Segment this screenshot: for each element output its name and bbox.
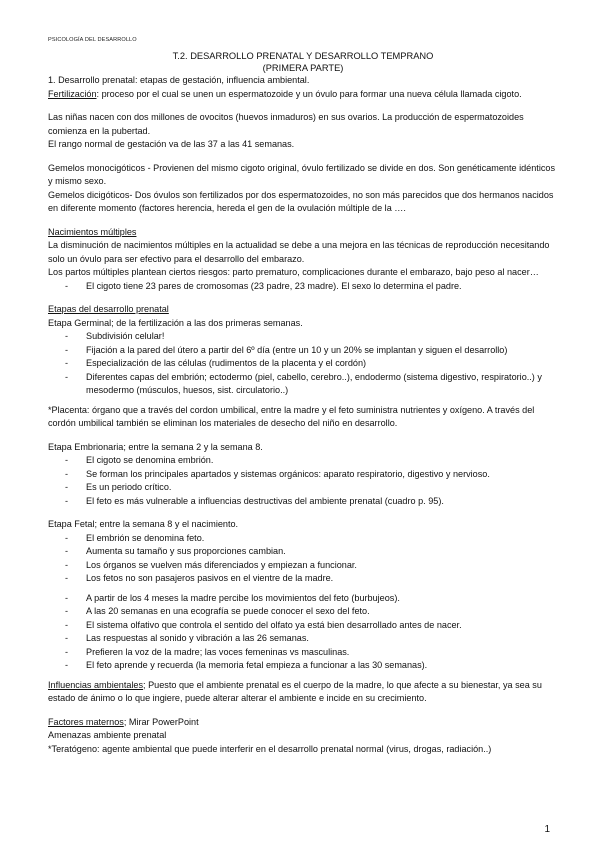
list-item: - El cigoto se denomina embrión. [48,454,558,468]
germinal-intro: Etapa Germinal; de la fertilización a las dos primeras semanas. [48,317,303,328]
fetal-intro: Etapa Fetal; entre la semana 8 y el nacimiento. [48,519,239,529]
maternal-term: Factores maternos [48,716,124,727]
title-line-2: (PRIMERA PARTE) [262,63,344,73]
fertilization-term: Fertilización [48,88,97,99]
list-item: - El feto aprende y recuerda (la memoria fetal empieza a funcionar a las 30 semanas). [48,659,558,673]
monozygotic-paragraph: Gemelos monocigóticos - Provienen del mismo cigoto original, óvulo fertilizado se divide en dos. Son genéticamente idénticos y mismo sexo. [48,162,555,186]
list-item: - Diferentes capas del embrión; ectodermo (piel, cabello, cerebro..), endodermo (sistema digestivo, respiratorio..) y mesodermo (músculos, huesos, sist. circulatorio..) [48,371,558,398]
gestation-range: El rango normal de gestación va de las 37 a las 41 semanas. [48,139,295,149]
fertilization-paragraph [48,88,558,102]
list-item: - El sistema olfativo que controla el sentido del olfato ya está bien desarrollado antes de nacer. [48,619,558,633]
list-item: - Subdivisión celular! [48,330,558,344]
list-item: - A las 20 semanas en una ecografía se puede conocer el sexo del feto. [48,605,558,619]
list-item: - Aumenta su tamaño y sus proporciones cambian. [48,545,558,559]
environmental-term: Influencias ambientales [48,679,144,690]
list-item: - Los órganos se vuelven más diferenciados y empiezan a funcionar. [48,559,558,573]
teratogen-note: *Teratógeno: agente ambiental que puede interferir en el desarrollo prenatal normal (virus, drogas, radiación..) [48,743,492,754]
dizygotic-paragraph: Gemelos dicigóticos- Dos óvulos son fertilizados por dos espermatozoides, no son más parecidos que dos hermanos nacidos en diferente momento (factores herencia, hereda el gen de la ovulación múltiple de la …. [48,189,554,213]
maternal-text: ; Mirar PowerPoint [123,716,199,727]
document-title [48,50,558,74]
list-item: - Fijación a la pared del útero a partir del 6º día (entre un 10 y un 20% se implantan y siguen el desarrollo) [48,344,558,358]
multiple-births-list [48,280,558,294]
ovocytes-paragraph: Las niñas nacen con dos millones de ovocitos (huevos inmaduros) en sus ovarios. La producción de espermatozoides comienza en la pubertad. [48,112,524,136]
placenta-note: *Placenta: órgano que a través del cordon umbilical, entre la madre y el feto suministra nutrientes y oxígeno. A través del cordón umbilical también se eliminan los materiales de desecho del niño en desarrollo. [48,404,535,428]
list-item: - Prefieren la voz de la madre; las voces femeninas vs masculinas. [48,646,558,660]
threats-line: Amenazas ambiente prenatal [48,730,167,740]
multiple-births-p2: Los partos múltiples plantean ciertos riesgos: parto prematuro, complicaciones durante el embarazo, bajo peso al nacer… [48,267,539,277]
document-body [48,50,558,756]
list-item: - Se forman los principales apartados y sistemas orgánicos: aparato respiratorio, digestivo y nervioso. [48,468,558,482]
list-item: - Los fetos no son pasajeros pasivos en el vientre de la madre. [48,572,558,586]
multiple-births-p1: La disminución de nacimientos múltiples en la actualidad se debe a una mejora en las técnicas de reproducción necesitando solo un óvulo para ser efectivo para el desarrollo del embarazo. [48,240,550,264]
germinal-list [48,330,558,398]
multiple-births-heading: Nacimientos múltiples [48,226,137,237]
stages-heading: Etapas del desarrollo prenatal [48,304,169,314]
list-item: - El embrión se denomina feto. [48,532,558,546]
fetal-list-a [48,532,558,586]
environmental-paragraph [48,679,558,706]
fetal-list-b [48,592,558,673]
running-header: PSICOLOGÍA DEL DESARROLLO [48,37,137,43]
section-heading: 1. Desarrollo prenatal: etapas de gestación, influencia ambiental. [48,75,310,85]
list-item: - Las respuestas al sonido y vibración a las 26 semanas. [48,632,558,646]
embryonic-intro: Etapa Embrionaria; entre la semana 2 y la semana 8. [48,441,263,452]
title-line-1: T.2. DESARROLLO PRENATAL Y DESARROLLO TEMPRANO [172,51,434,61]
list-item: - Especialización de las células (rudimentos de la placenta y el cordón) [48,357,558,371]
page-number: 1 [544,824,550,835]
list-item: - El feto es más vulnerable a influencias destructivas del ambiente prenatal (cuadro p. 95). [48,495,558,509]
fertilization-definition: : proceso por el cual se unen un espermatozoide y un óvulo para formar una nueva célula llamada cigoto. [96,88,522,99]
environmental-text: ; Puesto que el ambiente prenatal es el cuerpo de la madre, lo que afecte a su bienestar, ya sea su estado de ánimo o lo que ingiere, puede alterar alterar el ambiente e incide en su crecimiento. [48,679,542,703]
embryonic-list [48,454,558,508]
list-item: - A partir de los 4 meses la madre percibe los movimientos del feto (burbujeos). [48,592,558,606]
list-item: - El cigoto tiene 23 pares de cromosomas (23 padre, 23 madre). El sexo lo determina el padre. [48,280,558,294]
maternal-factors [48,716,558,730]
list-item: - Es un periodo crítico. [48,481,558,495]
